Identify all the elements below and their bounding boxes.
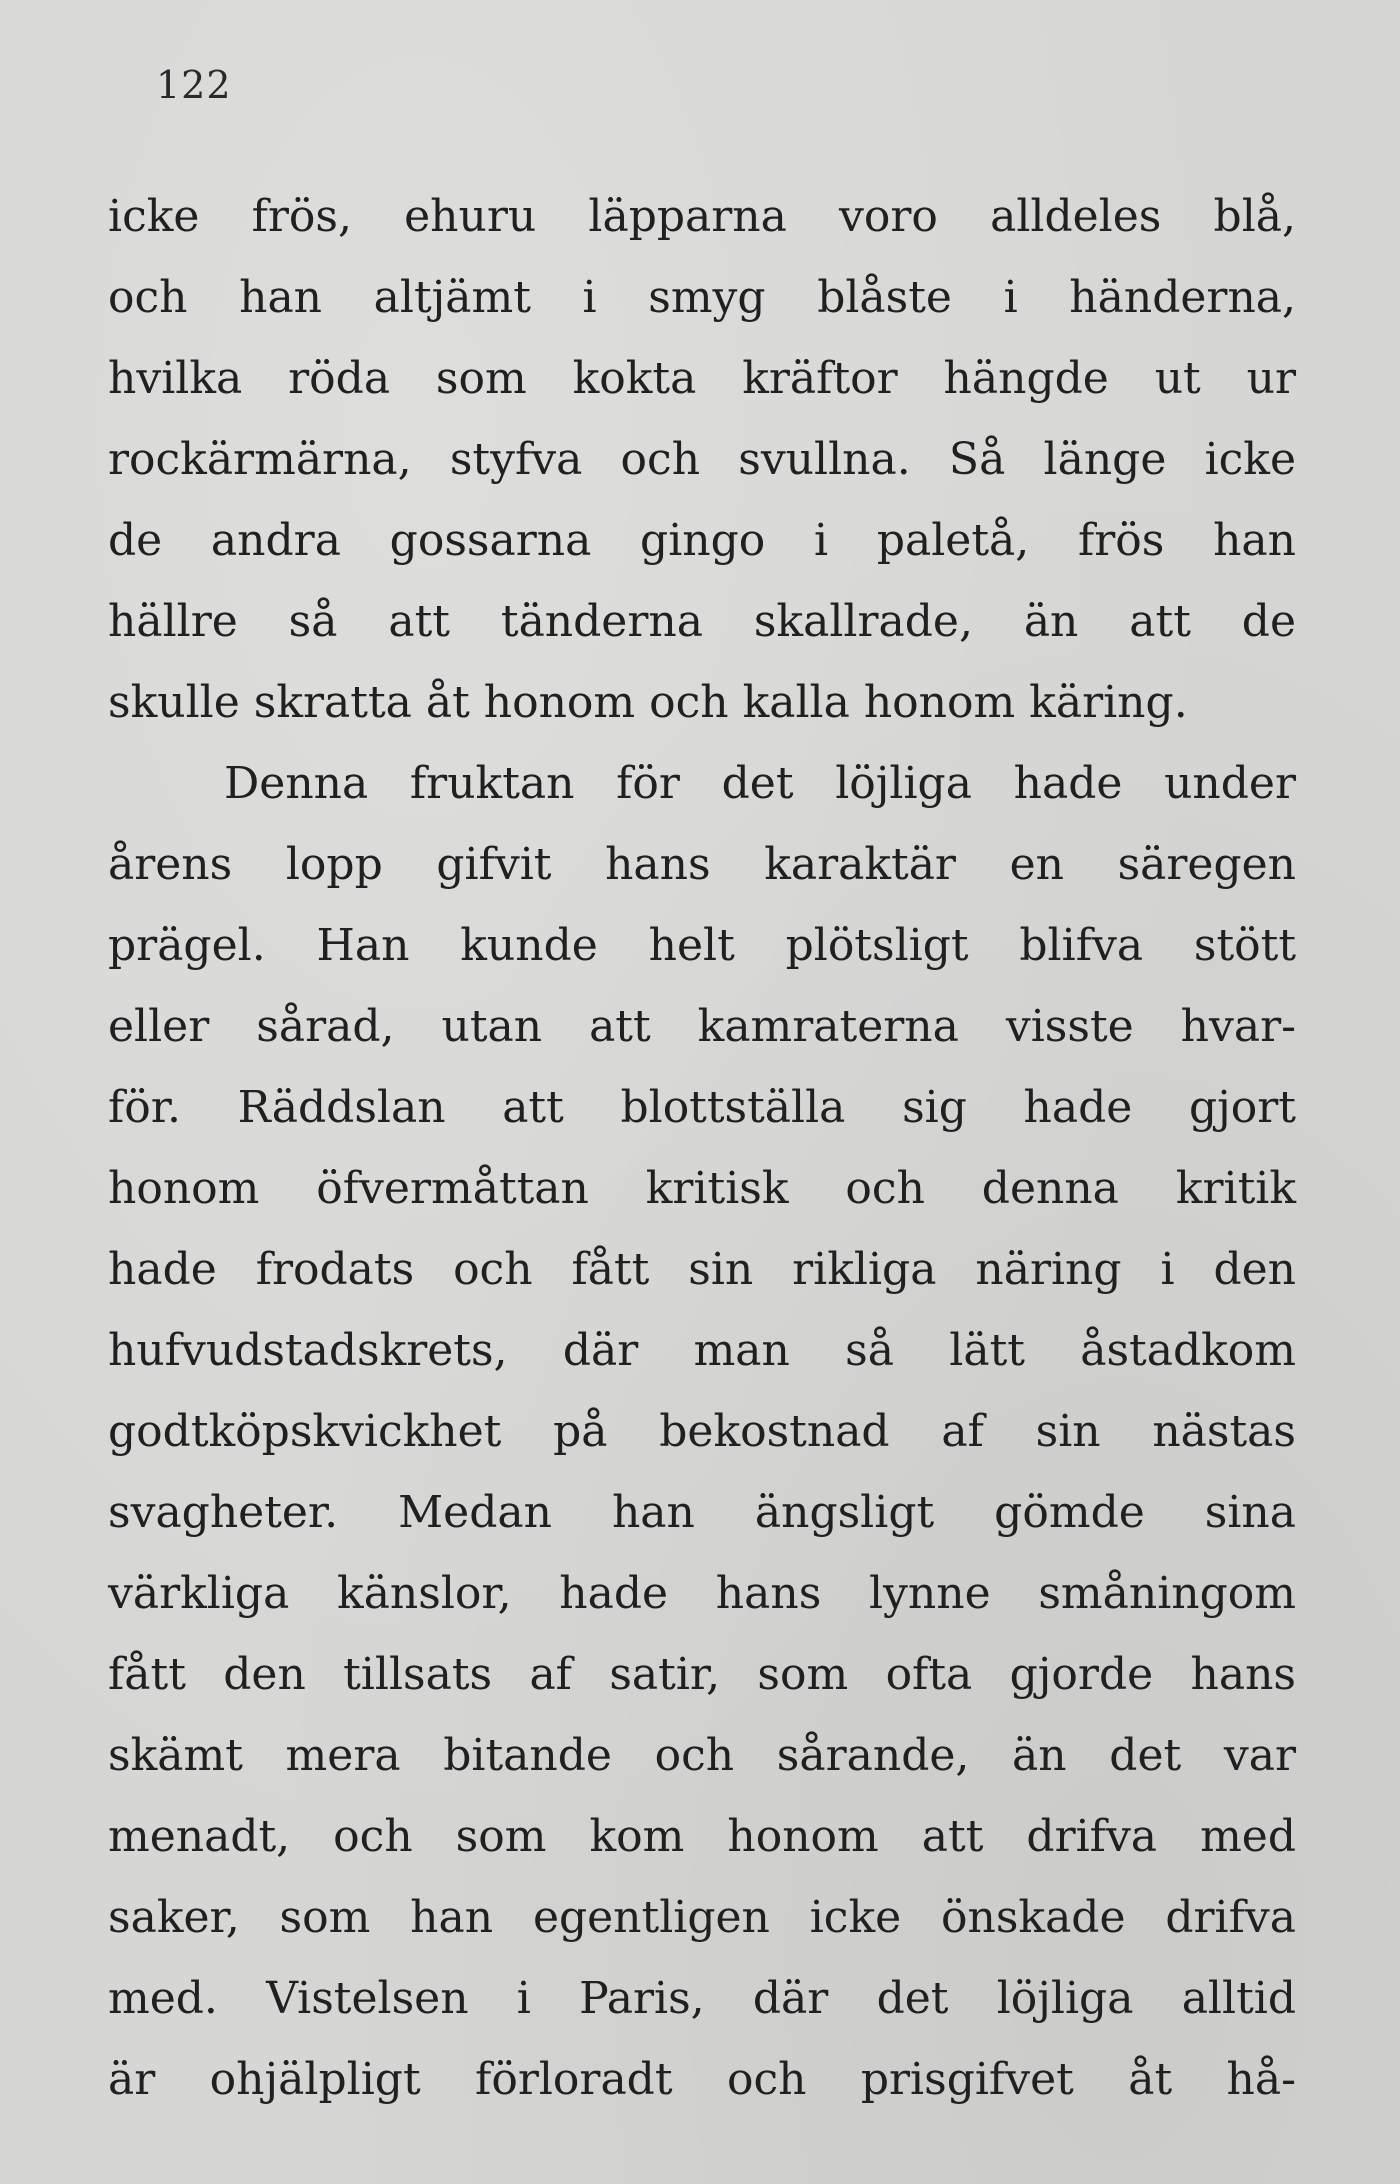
text-line: honom öfvermåttan kritisk och denna kritik <box>108 1163 1296 1214</box>
text-line: skämt mera bitande och sårande, än det var <box>108 1730 1296 1781</box>
text-line: årens lopp gifvit hans karaktär en säregen <box>108 839 1296 890</box>
paragraph <box>108 743 1296 2120</box>
text-line: skulle skratta åt honom och kalla honom käring. <box>108 677 1188 728</box>
text-line: värkliga känslor, hade hans lynne småningom <box>108 1568 1296 1619</box>
text-line: hade frodats och fått sin rikliga näring i den <box>108 1244 1296 1295</box>
text-line: och han altjämt i smyg blåste i händerna, <box>108 272 1296 323</box>
text-line: svagheter. Medan han ängsligt gömde sina <box>108 1487 1296 1538</box>
text-line: de andra gossarna gingo i paletå, frös han <box>108 515 1296 566</box>
text-line: är ohjälpligt förloradt och prisgifvet åt hå- <box>108 2054 1296 2105</box>
text-line: eller sårad, utan att kamraterna visste hvar- <box>108 1001 1296 1052</box>
page-number: 122 <box>156 63 232 107</box>
text-line: Denna fruktan för det löjliga hade under <box>224 758 1296 809</box>
text-line: hvilka röda som kokta kräftor hängde ut ur <box>108 353 1296 404</box>
paragraph <box>108 176 1296 743</box>
text-line: hällre så att tänderna skallrade, än att de <box>108 596 1296 647</box>
text-line: hufvudstadskrets, där man så lätt åstadkom <box>108 1325 1296 1376</box>
text-line: saker, som han egentligen icke önskade drifva <box>108 1892 1296 1943</box>
text-line: för. Räddslan att blottställa sig hade gjort <box>108 1082 1296 1133</box>
text-line: godtköpskvickhet på bekostnad af sin nästas <box>108 1406 1296 1457</box>
text-line: med. Vistelsen i Paris, där det löjliga alltid <box>108 1973 1296 2024</box>
text-line: fått den tillsats af satir, som ofta gjorde hans <box>108 1649 1296 1700</box>
text-line: prägel. Han kunde helt plötsligt blifva stött <box>108 920 1296 971</box>
body-text <box>108 176 1296 2120</box>
text-line: icke frös, ehuru läpparna voro alldeles blå, <box>108 191 1296 242</box>
text-line: menadt, och som kom honom att drifva med <box>108 1811 1296 1862</box>
text-line: rockärmärna, styfva och svullna. Så länge icke <box>108 434 1296 485</box>
